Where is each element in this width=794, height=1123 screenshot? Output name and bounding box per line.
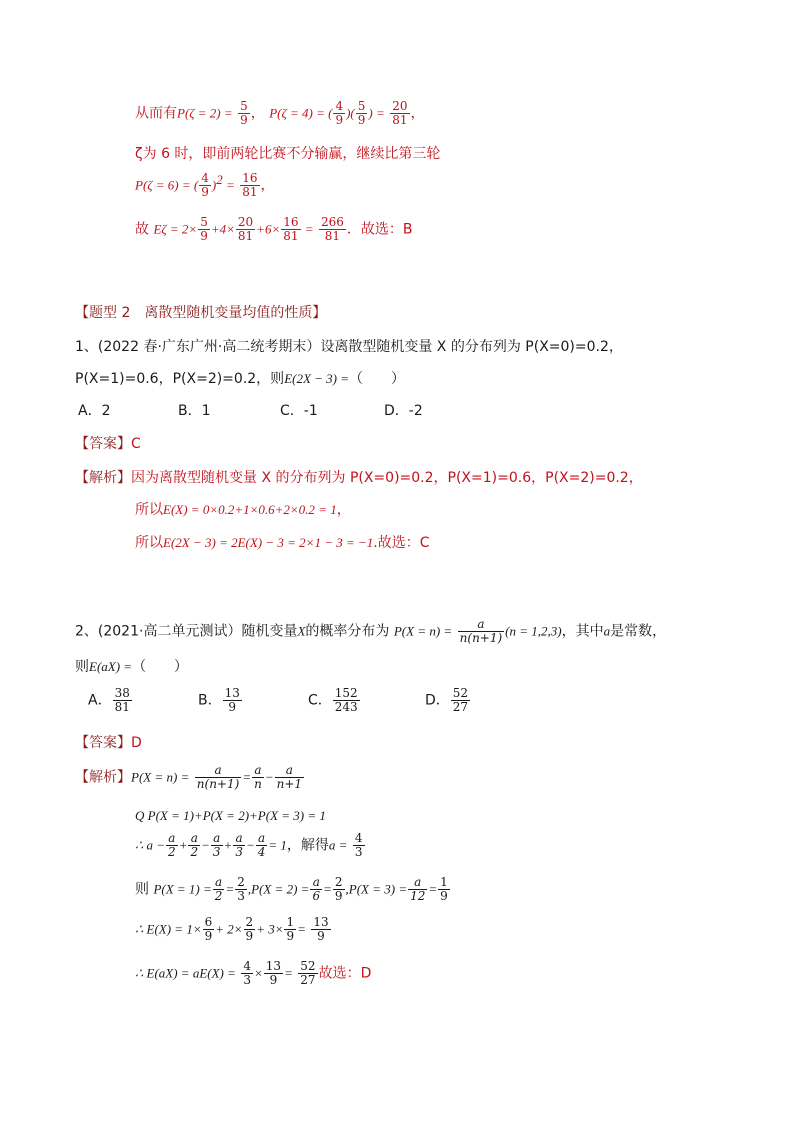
- fraction: $\frac{2}{9}$: [334, 875, 343, 903]
- q2-option-a[interactable]: [88, 687, 198, 714]
- fraction: $\frac{16}{81}$: [283, 215, 299, 243]
- fraction: $\frac{5}{9}$: [200, 215, 208, 243]
- fraction: $\frac{266}{81}$: [320, 215, 344, 243]
- prev-line-1: [135, 100, 425, 127]
- fraction: $\frac{38}{81}$: [114, 686, 130, 714]
- formula: P(X = n) =: [393, 623, 453, 639]
- fraction: $\frac{20}{81}$: [237, 215, 254, 243]
- option-label: D．: [425, 692, 450, 709]
- formula: =: [284, 965, 293, 981]
- formula: ) =: [368, 105, 385, 121]
- text: （ ）: [349, 371, 406, 387]
- fraction: $\frac{1}{9}$: [286, 915, 295, 943]
- text: 因为离散型随机变量 X 的分布列为 P(X=0)=0.2，P(X=1)=0.6，P(X=2)=0.2，: [131, 470, 643, 486]
- q1-answer: [75, 437, 141, 451]
- variable: a: [603, 623, 611, 639]
- variable: X: [297, 623, 306, 639]
- q1-options: [78, 404, 423, 418]
- answer-value: C: [131, 436, 141, 452]
- fraction: $\frac{4}{3}$: [354, 831, 363, 859]
- analysis-label: 【解析】: [75, 769, 131, 786]
- q2-analysis-line-4: [135, 876, 451, 903]
- formula: ∴ a −: [135, 837, 166, 853]
- fraction: $\frac{a}{2}$: [168, 831, 176, 859]
- fraction: $\frac{13}{9}$: [265, 959, 282, 987]
- answer-label: 【答案】: [75, 735, 131, 751]
- formula: + 3×: [256, 921, 284, 937]
- formula: + 2×: [215, 921, 243, 937]
- text: P(X=1)=0.6，P(X=2)=0.2，则: [75, 371, 285, 387]
- text: ，: [250, 105, 265, 122]
- q2-option-d[interactable]: [425, 687, 471, 714]
- formula: −: [201, 837, 210, 853]
- q2-option-c[interactable]: [308, 687, 425, 714]
- text: ，: [336, 502, 351, 518]
- fraction: $\frac{2}{9}$: [245, 915, 254, 943]
- fraction: $\frac{a}{2}$: [214, 875, 223, 903]
- q2-analysis-line-3: [135, 832, 366, 859]
- formula: P(ζ = 4) = (: [269, 105, 333, 121]
- text: ，: [260, 177, 275, 194]
- text: ，其中: [561, 623, 604, 640]
- formula: ∴ E(X) = 1×: [135, 921, 202, 937]
- formula: ,P(X = 2) =: [247, 881, 310, 897]
- fraction: $\frac{1}{9}$: [440, 875, 448, 903]
- prev-line-4: [135, 216, 413, 243]
- text: 是常数，: [610, 623, 667, 640]
- text: 则: [135, 881, 149, 898]
- q2-answer: [75, 736, 142, 750]
- fraction: $\frac{5}{9}$: [357, 99, 366, 127]
- formula: E(2X − 3) =: [284, 371, 350, 386]
- option-label: B．: [198, 692, 222, 709]
- formula: E(aX) =: [89, 659, 133, 674]
- formula: (n = 1,2,3): [505, 623, 562, 639]
- analysis-label: 【解析】: [75, 470, 131, 486]
- q2-analysis-line-6: [135, 960, 371, 987]
- fraction: $\frac{a}{2}$: [190, 831, 199, 859]
- formula: P(X = n) =: [131, 769, 190, 785]
- fraction: $\frac{a}{3}$: [212, 831, 221, 859]
- formula: −: [245, 837, 255, 853]
- fraction: $\frac{6}{9}$: [204, 915, 213, 943]
- fraction: $\frac{13}{9}$: [313, 915, 329, 943]
- option-label: A．: [88, 692, 112, 709]
- formula: ∴ E(aX) = aE(X) =: [135, 965, 236, 981]
- text: 所以: [135, 535, 163, 551]
- q1-analysis-line-3: [135, 536, 430, 550]
- q1-stem-line-2: [75, 372, 405, 386]
- formula: =: [242, 769, 252, 785]
- fraction: $\frac{a}{3}$: [235, 831, 243, 859]
- formula: =: [225, 881, 235, 897]
- text: 的概率分布为: [305, 623, 390, 640]
- formula: −: [264, 769, 274, 785]
- q1-option-d[interactable]: D．-2: [384, 403, 423, 419]
- formula: P(ζ = 6) = (: [135, 177, 199, 193]
- formula: ,P(X = 3) =: [345, 881, 408, 897]
- fraction: $\frac{152}{243}$: [334, 686, 358, 714]
- fraction: $\frac{13}{9}$: [224, 686, 240, 714]
- formula: +4×: [210, 221, 235, 237]
- fraction: $\frac{52}{27}$: [300, 959, 316, 987]
- fraction: $\frac{4}{3}$: [243, 959, 251, 987]
- fraction: $\frac{a}{n}$: [254, 763, 262, 791]
- fraction: $\frac{a}{6}$: [312, 875, 321, 903]
- fraction: $\frac{52}{27}$: [452, 686, 469, 714]
- fraction: $\frac{4}{9}$: [201, 171, 209, 199]
- q1-option-a[interactable]: A．2: [78, 403, 111, 419]
- section-title: 【题型 2 离散型随机变量均值的性质】: [75, 305, 327, 321]
- fraction: $\frac{a}{12}$: [410, 875, 426, 903]
- q2-options: [88, 687, 471, 714]
- fraction: $\frac{4}{9}$: [335, 99, 344, 127]
- option-label: C．: [308, 692, 332, 709]
- q1-analysis-line-1: [75, 471, 643, 485]
- formula: P(ζ = 2) =: [177, 105, 233, 121]
- fraction: $\frac{16}{81}$: [242, 171, 258, 199]
- answer-value: D: [131, 735, 142, 751]
- fraction: $\frac{a}{4}$: [257, 831, 266, 859]
- text: ．故选：B: [346, 221, 413, 238]
- q1-option-b[interactable]: B．1: [178, 403, 211, 419]
- fraction: $\frac{2}{3}$: [237, 875, 245, 903]
- prev-line-2: ζ为 6 时，即前两轮比赛不分输赢，继续比第三轮: [135, 146, 441, 162]
- fraction: $\frac{5}{9}$: [240, 99, 248, 127]
- q2-stem-line-1: [75, 618, 666, 645]
- text: 故: [135, 221, 149, 238]
- q1-stem-line-1: 1、(2022 春·广东广州·高二统考期末）设离散型随机变量 X 的分布列为 P(X=0)=0.2，: [75, 339, 623, 355]
- fraction: $\frac{20}{81}$: [392, 99, 408, 127]
- superscript: 2: [216, 171, 223, 187]
- text: （ ）: [132, 659, 189, 675]
- fraction: $\frac{a}{n+1}$: [276, 763, 303, 791]
- formula: E(X) = 0×0.2+1×0.6+2×0.2 = 1: [163, 502, 337, 517]
- text: 2、(2021·高二单元测试）随机变量: [75, 623, 298, 640]
- text: 从而有: [135, 105, 177, 122]
- text: ，: [410, 105, 425, 122]
- prev-line-3: [135, 172, 275, 199]
- text: .故选：C: [373, 535, 430, 551]
- formula: ): [211, 177, 217, 193]
- answer-label: 【答案】: [75, 436, 131, 452]
- fraction: $\frac{a}{n(n+1)}$: [459, 617, 503, 645]
- formula: )(: [346, 105, 355, 121]
- text: ，解得: [286, 837, 329, 854]
- q2-analysis-line-5: [135, 916, 332, 943]
- formula: +: [178, 837, 188, 853]
- formula: = 1: [268, 837, 287, 853]
- q2-stem-line-2: [75, 660, 188, 674]
- q2-option-b[interactable]: [198, 687, 308, 714]
- formula: ×: [254, 965, 263, 981]
- formula: +: [223, 837, 233, 853]
- formula: =: [301, 221, 314, 237]
- q2-analysis-line-2: Q P(X = 1)+P(X = 2)+P(X = 3) = 1: [135, 808, 326, 823]
- q1-analysis-line-2: [135, 503, 351, 517]
- formula: P(X = 1) =: [153, 881, 212, 897]
- q1-option-c[interactable]: C．-1: [280, 403, 318, 419]
- formula: a =: [328, 837, 348, 853]
- q2-analysis-line-1: [75, 764, 305, 791]
- formula: E(2X − 3) = 2E(X) − 3 = 2×1 − 3 = −1: [163, 535, 374, 550]
- fraction: $\frac{a}{n(n+1)}$: [196, 763, 240, 791]
- text: 所以: [135, 502, 163, 518]
- formula: +6×: [256, 221, 281, 237]
- formula: =: [428, 881, 438, 897]
- text: 则: [75, 659, 89, 675]
- formula: =: [297, 921, 306, 937]
- formula: =: [323, 881, 332, 897]
- text: 故选：D: [318, 965, 372, 982]
- formula: Eζ = 2×: [153, 221, 198, 237]
- formula: =: [222, 177, 235, 193]
